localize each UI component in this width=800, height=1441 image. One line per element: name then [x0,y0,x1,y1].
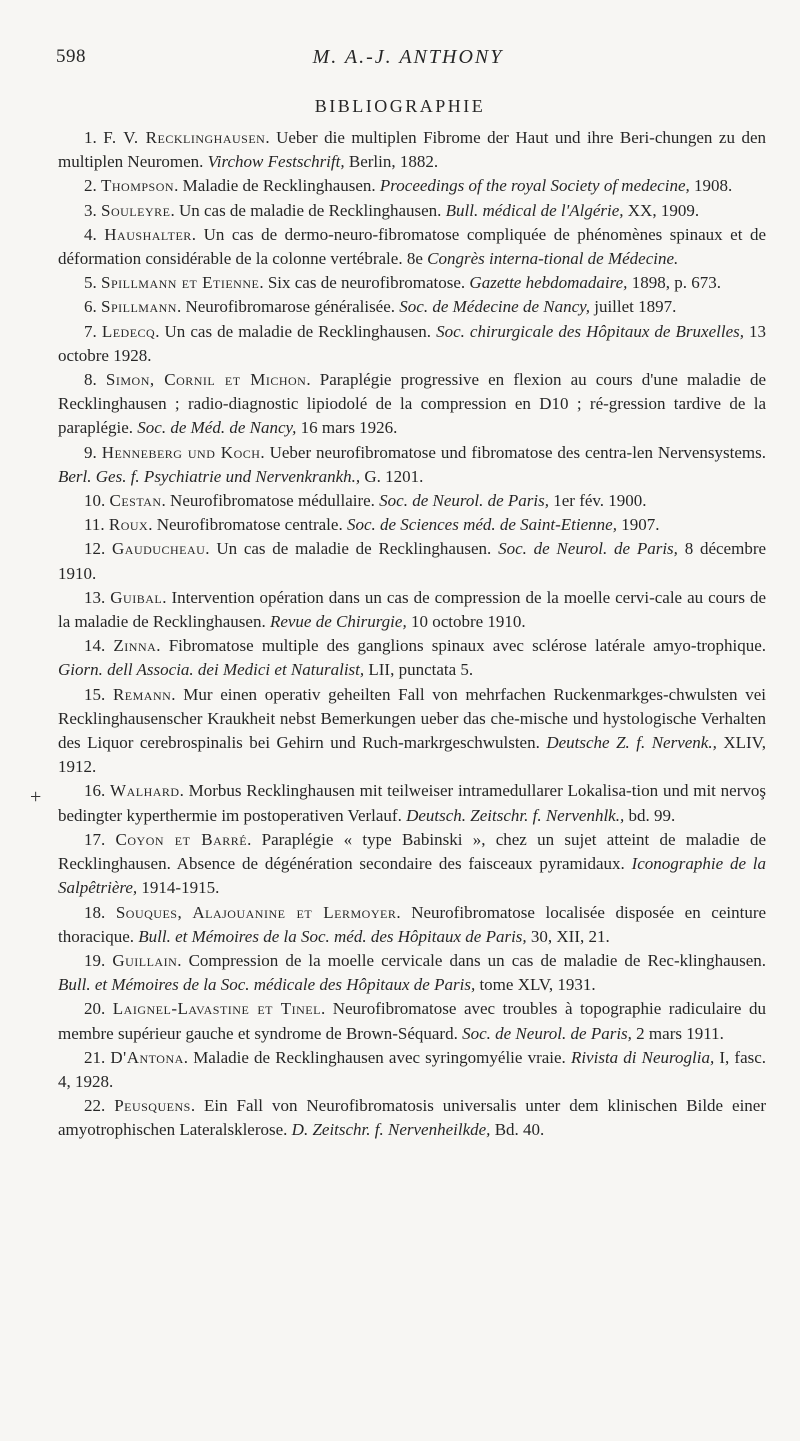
entry-number: 8. [84,370,97,390]
entry-journal: Soc. de Méd. de Nancy, [137,418,297,438]
entry-authors: F. V. Recklinghausen [103,128,266,147]
entry-title: Neurofibromatose localisée disposée en ceinture thoracique. [58,902,767,946]
running-title: M. A.-J. ANTHONY [312,46,504,68]
entry-number: 11. [84,515,105,535]
entry-authors: Thompson [101,176,175,196]
entry-title: Neurofibromatose avec troubles à topographie radiculaire du membre supérieur gauche et syndrome de Brown-Séquard. [58,999,767,1043]
entry-authors: Zinna [113,636,157,656]
entry-details: XLIV, 1912. [58,733,767,777]
entry-title: Compression de la moelle cervicale dans un cas de maladie de Rec-klinghausen. [188,950,767,970]
entry-journal: Soc. de Sciences méd. de Saint-Etienne, [346,515,617,535]
entry-details: 2 mars 1911. [636,1023,724,1043]
bibliography-entry: 11. Roux. Neurofibromatose centrale. Soc. de Sciences méd. de Saint-Etienne, 1907. [84,515,660,535]
entry-number: 5. [84,273,97,293]
entry-details: 8 décembre 1910. [58,539,767,583]
entry-number: 6. [84,297,97,317]
entry-number: 19. [84,950,106,970]
entry-authors: Souques, Alajouanine et Lermoyer [115,902,397,922]
entry-number: 16. [84,781,106,801]
entry-journal: Berl. Ges. f. Psychiatrie und Nervenkrankh., [58,466,361,486]
entry-number: 7. [84,321,97,341]
entry-number: 1. [84,128,97,147]
entry-details: juillet 1897. [594,297,677,317]
entry-title: Ein Fall von Neurofibromatosis universalis unter dem klinischen Bilde einer amyotrophischen Lateralsklerose. [58,1096,767,1140]
entry-authors: Remann [112,684,172,704]
entry-title: Neurofibromatose médullaire. [170,491,375,511]
entry-number: 3. [84,200,97,220]
entry-number: 13. [84,587,106,607]
entry-journal: Proceedings of the royal Society of medecine, [379,176,690,196]
entry-details: 1914-1915. [141,878,220,898]
bibliography-entry: 2. Thompson. Maladie de Recklinghausen. Proceedings of the royal Society of medecine, 1908. [84,176,733,196]
entry-authors: Roux [108,515,149,535]
entry-number: 17. [84,829,106,849]
entry-details: G. 1201. [364,466,424,486]
entry-title: Mur einen operativ geheilten Fall von mehrfachen Ruckenmarkges-chwulsten vei Recklinghausenscher Kraukheit nebst Bemerkungen ueber das che-mische und hystologische Verhalten des Liquor cerebrospinalis bei Gehirn und Ruch-markrgeschwulsten. [58,684,766,753]
page-number: 598 [56,46,86,67]
entry-details: 16 mars 1926. [300,418,398,438]
entry-authors: Spillmann [101,297,177,317]
entry-journal: Virchow Festschrift, [207,152,345,172]
entry-title: Un cas de dermo-neuro-fibromatose compliquée de phénomènes spinaux et de déformation considérable de la colonne vertébrale. 8e [58,224,767,269]
entry-authors: Henneberg und Koch [101,442,261,462]
entry-journal: Soc. de Médecine de Nancy, [399,297,590,317]
bibliography-entry: 13. Guibal. Intervention opération dans un cas de compression de la moelle cervi-cale au cours de la maladie de Recklinghausen. Revue de Chirurgie, 10 octobre 1910. [58,587,767,632]
entry-details: 1898, p. 673. [631,273,721,293]
entry-journal: Gazette hebdomadaire, [469,273,628,293]
entry-authors: Cestan [109,491,162,511]
bibliography-entry: 14. Zinna. Fibromatose multiple des ganglions spinaux avec sclérose latérale amyo-trophique. Giorn. dell Associa. dei Medici et Naturalist, LII, punctata 5. [58,636,766,680]
bibliography-entry: 22. Peusquens. Ein Fall von Neurofibromatosis universalis unter dem klinischen Bilde einer amyotrophischen Lateralsklerose. D. Zeitschr. f. Nervenheilkde, Bd. 40. [58,1096,767,1140]
entry-title: Fibromatose multiple des ganglions spinaux avec sclérose latérale amyo-trophique. [168,636,766,656]
entry-journal: Bull. et Mémoires de la Soc. méd. des Hôpitaux de Paris, [138,926,527,946]
entry-title: Paraplégie progressive en flexion au cours d'une maladie de Recklinghausen ; radio-diagnostic lipiodolé de la compression en D10 ; ré-gression tardive de la paraplégie. [58,370,767,438]
entry-journal: Congrès interna-tional de Médecine. [427,249,679,269]
entry-details: 10 octobre 1910. [410,612,526,632]
entry-journal: Deutsche Z. f. Nervenk., [546,733,717,753]
bibliography-entry: 9. Henneberg und Koch. Ueber neurofibromatose und fibromatose des centra-len Nervensystems. Berl. Ges. f. Psychiatrie und Nervenkrankh., G. 1201. [58,442,767,486]
entry-journal: Iconographie de la Salpêtrière, [58,854,767,898]
entry-journal: Deutsch. Zeitschr. f. Nervenhlk., [406,805,625,825]
bibliography-entry: 12. Gauducheau. Un cas de maladie de Recklinghausen. Soc. de Neurol. de Paris, 8 décembre 1910. [58,539,767,583]
page-header [56,46,760,74]
entry-title: Un cas de maladie de Recklinghausen. [216,539,492,559]
entry-title: Paraplégie « type Babinski », chez un sujet atteint de maladie de Recklinghausen. Absence de dégénération secondaire des faisceaux pyramidaux. [58,829,766,874]
entry-journal: Soc. chirurgicale des Hôpitaux de Bruxelles, [436,321,744,341]
entry-title: Ueber die multiplen Fibrome der Haut und ihre Beri-chungen zu den multiplen Neuromen. [58,128,767,172]
entry-number: 20. [84,999,106,1019]
entry-number: 9. [84,442,97,462]
entry-number: 2. [84,176,97,196]
bibliography-entry: 8. Simon, Cornil et Michon. Paraplégie progressive en flexion au cours d'une maladie de Recklinghausen ; radio-diagnostic lipiodolé de la compression en D10 ; ré-gression tardive de la paraplégie. Soc. de Méd. de Nancy, 16 mars 1926. [58,370,767,438]
margin-mark: + [30,786,42,808]
entry-number: 4. [84,224,97,244]
entry-journal: Bull. médical de l'Algérie, [445,200,624,220]
entry-authors: Gauducheau [112,539,206,559]
entry-details: 1er fév. 1900. [553,491,647,511]
entry-journal: Soc. de Neurol. de Paris, [462,1023,632,1043]
entry-number: 21. [84,1047,106,1067]
entry-journal: Soc. de Neurol. de Paris, [379,491,549,511]
entry-authors: Laignel-Lavastine et Tinel [112,999,321,1019]
entry-journal: Rivista di Neuroglia, [570,1047,715,1067]
bibliography-entry: 19. Guillain. Compression de la moelle cervicale dans un cas de maladie de Rec-klinghausen. Bull. et Mémoires de la Soc. médicale des Hôpitaux de Paris, tome XLV, 1931. [58,950,767,995]
entry-number: 12. [84,539,106,559]
entry-authors: Spillmann et Etienne [101,273,260,293]
entry-details: XX, 1909. [627,200,700,220]
entry-title: Un cas de maladie de Recklinghausen. [178,200,442,220]
entry-authors: Walhard [110,781,180,801]
entry-title: Six cas de neurofibromatose. [267,273,466,293]
bibliography-entry: 1. F. V. Recklinghausen. Ueber die multiplen Fibrome der Haut und ihre Beri-chungen zu den multiplen Neuromen. Virchow Festschrift, Berlin, 1882. [58,128,767,172]
entry-number: 22. [84,1096,106,1116]
bibliography-entry: 6. Spillmann. Neurofibromarose généralisée. Soc. de Médecine de Nancy, juillet 1897. [84,297,677,317]
bibliography-entry: 5. Spillmann et Etienne. Six cas de neurofibromatose. Gazette hebdomadaire, 1898, p. 673. [84,273,721,293]
entry-number: 18. [84,902,106,922]
entry-details: Berlin, 1882. [348,152,439,172]
entry-authors: Souleyre [101,200,171,220]
entry-details: 1908. [693,176,733,196]
entry-journal: D. Zeitschr. f. Nervenheilkde, [291,1120,491,1140]
entry-authors: Coyon et Barré [115,829,248,849]
bibliography-entry: 4. Haushalter. Un cas de dermo-neuro-fibromatose compliquée de phénomènes spinaux et de déformation considérable de la colonne vertébrale. 8e Congrès interna-tional de Médecine. [58,224,767,269]
entry-authors: Guillain [112,950,178,970]
entry-details: Bd. 40. [494,1120,545,1140]
entry-authors: D'Antona [110,1047,184,1067]
entry-journal: Bull. et Mémoires de la Soc. médicale des Hôpitaux de Paris, [58,975,476,995]
entry-title: Ueber neurofibromatose und fibromatose des centra-len Nervensystems. [269,442,767,462]
entry-authors: Simon, Cornil et Michon [105,370,307,390]
entry-number: 10. [84,491,106,511]
bibliography-list [58,126,766,1143]
entry-title: Neurofibromatose centrale. [156,515,343,535]
entry-details: 13 octobre 1928. [58,321,767,365]
entry-number: 15. [84,684,106,704]
bibliography-entry: 16. Walhard. Morbus Recklinghausen mit teilweiser intramedullarer Lokalisa-tion und mit nervoş bedingter kyperthermie im postoperativen Verlauf. Deutsch. Zeitschr. f. Nervenhlk., bd. 99. [58,781,766,825]
entry-title: Un cas de maladie de Recklinghausen. [164,321,432,341]
entry-number: 14. [84,636,106,656]
entry-journal: Soc. de Neurol. de Paris, [498,539,678,559]
entry-details: 1907. [621,515,660,535]
entry-details: 30, XII, 21. [530,926,610,946]
entry-details: LII, punctata 5. [368,660,474,680]
entry-title: Neurofibromarose généralisée. [185,297,396,317]
entry-title: Intervention opération dans un cas de compression de la moelle cervi-cale au cours de la maladie de Recklinghausen. [58,587,767,632]
entry-authors: Ledecq [101,321,156,341]
bibliography-entry: 15. Remann. Mur einen operativ geheilten Fall von mehrfachen Ruckenmarkges-chwulsten vei Recklinghausenscher Kraukheit nebst Bemerkungen ueber das che-mische und hystologische Verhalten des Liquor cerebrospinalis bei Gehirn und Ruch-markrgeschwulsten. Deutsche Z. f. Nervenk., XLIV, 1912. [58,684,767,777]
entry-details: tome XLV, 1931. [479,975,596,995]
bibliography-entry: 17. Coyon et Barré. Paraplégie « type Babinski », chez un sujet atteint de maladie de Recklinghausen. Absence de dégénération secondaire des faisceaux pyramidaux. Iconographie de la Salpêtrière, 1914-1915. [58,829,767,898]
bibliography-entry: 10. Cestan. Neurofibromatose médullaire. Soc. de Neurol. de Paris, 1er fév. 1900. [84,491,647,511]
entry-authors: Haushalter [104,224,192,244]
bibliography-entry: 18. Souques, Alajouanine et Lermoyer. Neurofibromatose localisée disposée en ceinture thoracique. Bull. et Mémoires de la Soc. méd. des Hôpitaux de Paris, 30, XII, 21. [58,902,767,946]
bibliography-entry: 3. Souleyre. Un cas de maladie de Recklinghausen. Bull. médical de l'Algérie, XX, 1909. [84,200,700,220]
entry-authors: Guibal [110,587,163,607]
entry-details: bd. 99. [628,805,676,825]
bibliography-entry: 21. D'Antona. Maladie de Recklinghausen avec syringomyélie vraie. Rivista di Neuroglia, I, fasc. 4, 1928. [58,1047,767,1091]
entry-title: Maladie de Recklinghausen avec syringomyélie vraie. [193,1047,566,1067]
bibliography-entry: 7. Ledecq. Un cas de maladie de Recklinghausen. Soc. chirurgicale des Hôpitaux de Bruxelles, 13 octobre 1928. [58,321,767,365]
entry-journal: Giorn. dell Associa. dei Medici et Naturalist, [58,660,365,680]
entry-journal: Revue de Chirurgie, [269,612,407,632]
bibliography-entry: 20. Laignel-Lavastine et Tinel. Neurofibromatose avec troubles à topographie radiculaire du membre supérieur gauche et syndrome de Brown-Séquard. Soc. de Neurol. de Paris, 2 mars 1911. [58,999,767,1043]
section-title: BIBLIOGRAPHIE [314,96,486,116]
entry-authors: Peusquens [114,1096,191,1116]
entry-title: Maladie de Recklinghausen. [182,176,376,196]
entry-details: I, fasc. 4, 1928. [58,1047,767,1091]
entry-title: Morbus Recklinghausen mit teilweiser intramedullarer Lokalisa-tion und mit nervoş bedingter kyperthermie im postoperativen Verlauf. [58,781,766,825]
